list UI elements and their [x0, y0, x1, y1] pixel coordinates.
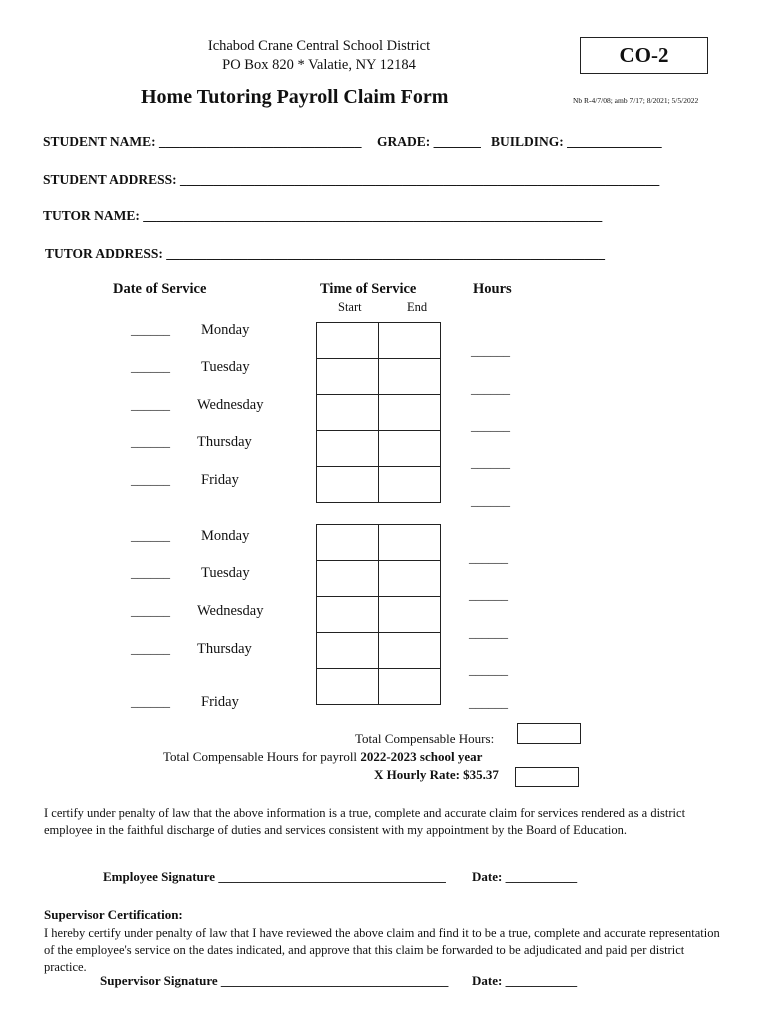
- day-label: Monday: [201, 322, 250, 338]
- day-label: Thursday: [197, 641, 252, 657]
- start-time-cell[interactable]: [317, 323, 379, 359]
- hours-blank[interactable]: ______: [469, 695, 508, 710]
- end-time-cell[interactable]: [379, 395, 441, 431]
- end-time-cell[interactable]: [379, 323, 441, 359]
- day-label: Friday: [201, 472, 239, 488]
- day-label: Monday: [201, 528, 250, 544]
- student-name-field[interactable]: STUDENT NAME: ______________________________: [43, 134, 362, 149]
- student-address-field[interactable]: STUDENT ADDRESS: _______________________________________________________________________: [43, 172, 660, 187]
- day-label: Wednesday: [197, 603, 264, 619]
- end-time-cell[interactable]: [379, 561, 441, 597]
- start-heading: Start: [338, 300, 362, 314]
- day-label: Friday: [201, 694, 239, 710]
- hours-blank[interactable]: ______: [471, 343, 510, 358]
- hours-blank[interactable]: ______: [469, 625, 508, 640]
- hours-blank[interactable]: ______: [469, 550, 508, 565]
- end-time-cell[interactable]: [379, 525, 441, 561]
- tutor-address-field[interactable]: TUTOR ADDRESS: _________________________________________________________________: [45, 246, 606, 261]
- hours-blank[interactable]: ______: [471, 455, 510, 470]
- building-field[interactable]: BUILDING: ______________: [491, 134, 662, 149]
- date-blank[interactable]: ______: [131, 397, 170, 412]
- day-label: Thursday: [197, 434, 252, 450]
- day-label: Tuesday: [201, 359, 250, 375]
- start-time-cell[interactable]: [317, 633, 379, 669]
- hours-heading: Hours: [473, 281, 512, 297]
- end-time-cell[interactable]: [379, 359, 441, 395]
- start-time-cell[interactable]: [317, 669, 379, 705]
- day-label: Wednesday: [197, 397, 264, 413]
- hours-blank[interactable]: ______: [471, 381, 510, 396]
- start-time-cell[interactable]: [317, 431, 379, 467]
- start-time-cell[interactable]: [317, 597, 379, 633]
- start-time-cell[interactable]: [317, 525, 379, 561]
- revision-note: Nb R-4/7/08; amb 7/17; 8/2021; 5/5/2022: [573, 96, 699, 105]
- end-time-cell[interactable]: [379, 597, 441, 633]
- employee-signature-line[interactable]: Employee Signature ___________________________________: [103, 869, 446, 884]
- hourly-rate-box[interactable]: [515, 767, 579, 787]
- payroll-prefix: Total Compensable Hours for payroll: [163, 749, 361, 764]
- end-time-cell[interactable]: [379, 467, 441, 503]
- district-address: PO Box 820 * Valatie, NY 12184: [222, 57, 416, 73]
- hours-blank[interactable]: ______: [471, 493, 510, 508]
- end-time-cell[interactable]: [379, 633, 441, 669]
- hours-blank[interactable]: ______: [469, 587, 508, 602]
- district-name: Ichabod Crane Central School District: [207, 38, 431, 54]
- total-hours-box[interactable]: [517, 723, 581, 744]
- form-code-box: [580, 37, 708, 74]
- total-hours-label: Total Compensable Hours:: [355, 731, 495, 746]
- form-code: CO-2: [619, 43, 669, 67]
- date-blank[interactable]: ______: [131, 434, 170, 449]
- hourly-rate-label: X Hourly Rate: $35.37: [374, 767, 499, 782]
- tutor-name-field[interactable]: TUTOR NAME: ____________________________________________________________________: [43, 208, 603, 223]
- payroll-line: [163, 749, 482, 765]
- date-blank[interactable]: ______: [131, 359, 170, 374]
- date-blank[interactable]: ______: [131, 322, 170, 337]
- date-of-service-heading: Date of Service: [113, 281, 207, 297]
- supervisor-certification-text: I hereby certify under penalty of law that I have reviewed the above claim and find it to be a true, complete and accurate representation of the employee's service on the dates indicated, and approve that this claim be forwarded to be adjudicated and paid per district practice.: [44, 926, 720, 974]
- hours-blank[interactable]: ______: [471, 418, 510, 433]
- time-of-service-heading: Time of Service: [320, 281, 417, 297]
- hours-blank[interactable]: ______: [469, 662, 508, 677]
- date-blank[interactable]: ______: [131, 472, 170, 487]
- end-heading: End: [407, 300, 428, 314]
- supervisor-date-line[interactable]: Date: ___________: [472, 973, 578, 988]
- date-blank[interactable]: ______: [131, 565, 170, 580]
- employee-certification-text: I certify under penalty of law that the above information is a true, complete and accurate claim for services rendered as a district employee in the faithful discharge of duties and services consistent with my appointment by the Board of Education.: [44, 806, 686, 837]
- date-blank[interactable]: ______: [131, 528, 170, 543]
- end-time-cell[interactable]: [379, 431, 441, 467]
- start-time-cell[interactable]: [317, 359, 379, 395]
- date-blank[interactable]: ______: [131, 603, 170, 618]
- supervisor-signature-line[interactable]: Supervisor Signature ___________________________________: [100, 973, 449, 988]
- day-label: Tuesday: [201, 565, 250, 581]
- week1-time-grid: [316, 322, 441, 503]
- form-title: Home Tutoring Payroll Claim Form: [141, 86, 449, 108]
- start-time-cell[interactable]: [317, 467, 379, 503]
- grade-field[interactable]: GRADE: _______: [377, 134, 481, 149]
- week2-time-grid: [316, 524, 441, 705]
- start-time-cell[interactable]: [317, 561, 379, 597]
- employee-date-line[interactable]: Date: ___________: [472, 869, 578, 884]
- supervisor-heading: Supervisor Certification:: [44, 907, 183, 922]
- date-blank[interactable]: ______: [131, 694, 170, 709]
- date-blank[interactable]: ______: [131, 641, 170, 656]
- start-time-cell[interactable]: [317, 395, 379, 431]
- end-time-cell[interactable]: [379, 669, 441, 705]
- payroll-year: 2022-2023 school year: [360, 749, 483, 764]
